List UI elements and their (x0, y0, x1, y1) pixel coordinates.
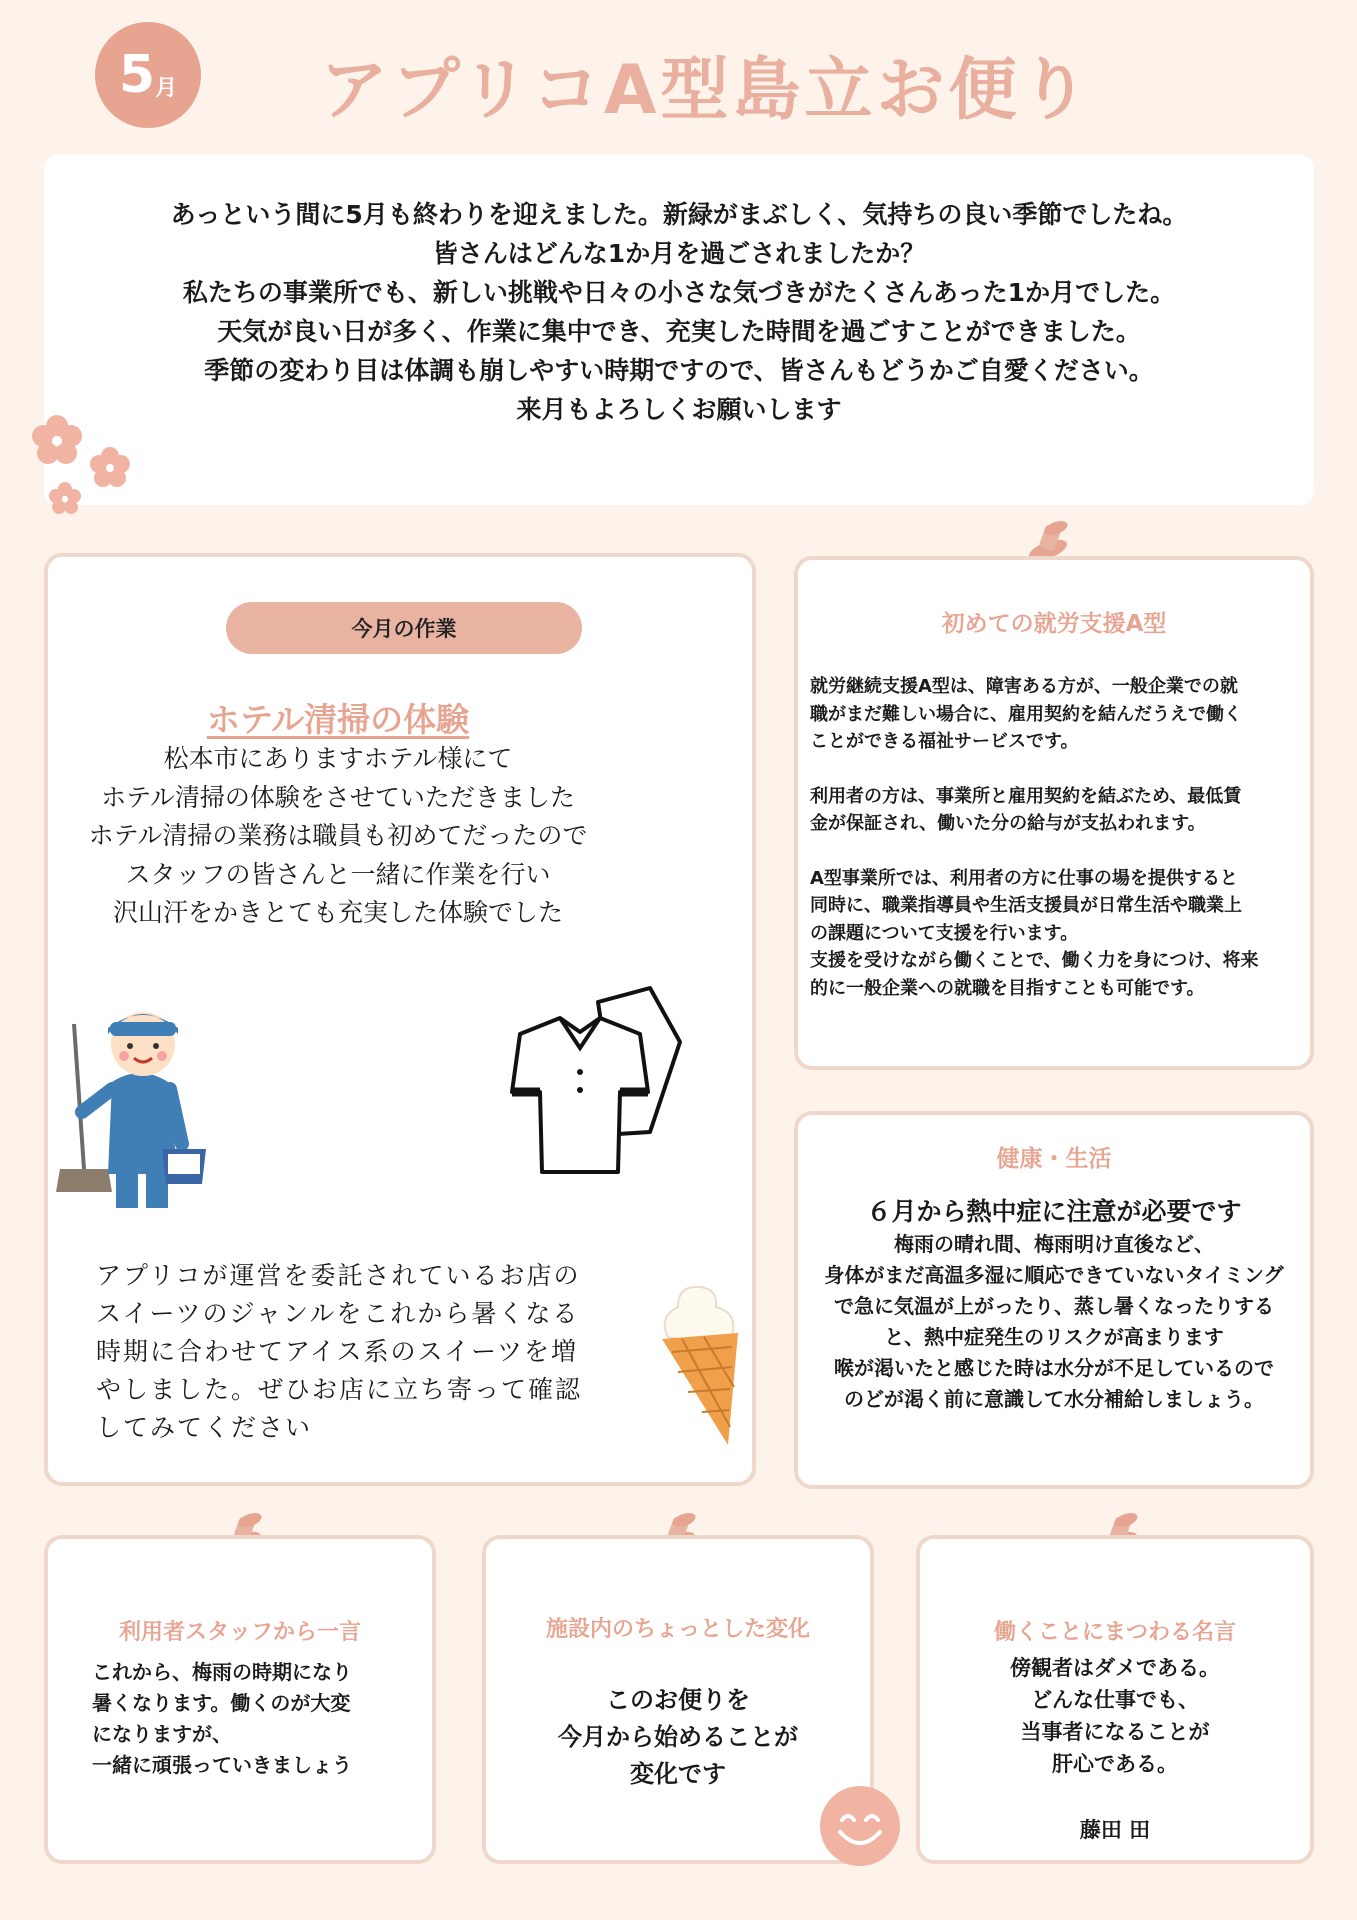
health-description (798, 1229, 1310, 1415)
shirt-illustration-icon (480, 982, 690, 1192)
intro-line: 私たちの事業所でも、新しい挑戦や日々の小さな気づきがたくさんあった1か月でした。 (182, 278, 1176, 307)
quote-line: 傍観者はダメである。 (1010, 1656, 1220, 1680)
intro-line: 季節の変わり目は体調も崩しやすい時期ですので、皆さんもどうかご自愛ください。 (204, 356, 1154, 385)
health-line: のどが渇く前に意識して水分補給しましょう。 (844, 1387, 1264, 1411)
type-a-line: 的に一般企業への就職を目指すことも可能です。 (810, 977, 1205, 999)
sweets-line: してみてください (96, 1413, 313, 1442)
work-title: ホテル清掃の体験 (206, 700, 470, 739)
change-line: このお便りを (606, 1686, 750, 1714)
month-unit: 月 (155, 75, 178, 101)
staff-line: これから、梅雨の時期になり (92, 1660, 352, 1684)
type-a-line: 職がまだ難しい場合に、雇用契約を結んだうえで働く (810, 703, 1242, 725)
intro-line: 天気が良い日が多く、作業に集中でき、充実した時間を過ごすことができました。 (217, 317, 1141, 346)
type-a-line: 金が保証され、働いた分の給与が支払われます。 (810, 813, 1206, 834)
newsletter-title: アプリコA型島立お便り (320, 51, 1093, 130)
facility-change-card (482, 1535, 874, 1864)
work-line: ホテル清掃の体験をさせていただきました (101, 782, 575, 812)
quote-author: 藤田 田 (1079, 1818, 1151, 1842)
type-a-info-card (794, 556, 1314, 1070)
work-description (48, 740, 628, 933)
monthly-work-card (44, 553, 756, 1486)
type-a-line: 利用者の方は、事業所と雇用契約を結ぶため、最低賃 (810, 785, 1242, 807)
type-a-line: ことができる福祉サービスです。 (810, 731, 1079, 752)
sweets-line: 時期に合わせてアイス系のスイーツを増 (96, 1337, 579, 1366)
staff-message (92, 1657, 352, 1781)
quote-heading: 働くことにまつわる名言 (993, 1620, 1236, 1645)
flower-icon (24, 408, 90, 474)
change-line: 変化です (630, 1760, 726, 1788)
type-a-heading: 初めての就労支援A型 (941, 611, 1167, 637)
type-a-line: の課題について支援を行います。 (810, 922, 1079, 944)
smiley-icon (818, 1784, 902, 1868)
sweets-line: アプリコが運営を委託されているお店の (96, 1261, 581, 1290)
quote-line: 肝心である。 (1052, 1752, 1178, 1776)
change-heading: 施設内のちょっとした変化 (545, 1617, 810, 1642)
health-heading: 健康・生活 (996, 1146, 1112, 1172)
work-line: 沢山汗をかきとても充実した体験でした (112, 898, 563, 927)
type-a-line: A型事業所では、利用者の方に仕事の場を提供すると (810, 867, 1238, 889)
quote-line: 当事者になることが (1020, 1720, 1210, 1744)
health-line: 身体がまだ高温多湿に順応できていないタイミング (824, 1263, 1284, 1287)
month-badge (95, 22, 201, 128)
intro-line: あっという間に5月も終わりを迎えました。新緑がまぶしく、気持ちの良い季節でしたね。 (170, 200, 1188, 229)
health-headline: ６月から熱中症に注意が必要です (866, 1197, 1242, 1226)
sweets-line: やしました。ぜひお店に立ち寄って確認 (96, 1375, 583, 1404)
monthly-work-label: 今月の作業 (226, 602, 582, 654)
flower-icon (44, 478, 86, 520)
flower-icon (84, 442, 136, 494)
type-a-line: 就労継続支援A型は、障害ある方が、一般企業での就 (810, 676, 1238, 697)
change-message (486, 1682, 870, 1793)
work-quote-card (916, 1535, 1314, 1864)
staff-heading: 利用者スタッフから一言 (118, 1620, 361, 1645)
type-a-line: 同時に、職業指導員や生活支援員が日常生活や職業上 (810, 895, 1242, 916)
cleaner-illustration-icon (50, 984, 230, 1214)
staff-line: 暑くなります。働くのが大変 (92, 1691, 351, 1715)
work-line: 松本市にありますホテル様にて (163, 744, 513, 773)
month-number: 5 (118, 45, 156, 105)
health-card (794, 1111, 1314, 1489)
staff-message-card (44, 1535, 436, 1864)
change-line: 今月から始めることが (558, 1723, 798, 1751)
staff-line: になりますが、 (92, 1722, 232, 1746)
ice-cream-icon (648, 1277, 748, 1447)
sweets-line: スイーツのジャンルをこれから暑くなる (96, 1299, 580, 1328)
health-line: 喉が渇いたと感じた時は水分が不足しているので (834, 1356, 1274, 1380)
sweets-description (96, 1257, 656, 1447)
quote-text (920, 1652, 1310, 1780)
type-a-description (810, 673, 1310, 1002)
intro-line: 皆さんはどんな1か月を過ごされましたか？ (432, 239, 926, 268)
intro-message (44, 155, 1314, 505)
health-line: で急に気温が上がったり、蒸し暑くなったりする (834, 1294, 1274, 1318)
type-a-line: 支援を受けながら働くことで、働く力を身につけ、将来 (810, 950, 1259, 971)
work-line: スタッフの皆さんと一緒に作業を行い (125, 859, 551, 889)
health-line: 梅雨の晴れ間、梅雨明け直後など、 (894, 1232, 1214, 1256)
staff-line: 一緒に頑張っていきましょう (92, 1753, 352, 1777)
quote-line: どんな仕事でも、 (1031, 1688, 1199, 1712)
intro-line: 来月もよろしくお願いします (516, 395, 842, 424)
health-line: と、熱中症発生のリスクが高まります (884, 1325, 1224, 1349)
work-line: ホテル清掃の業務は職員も初めてだったので (88, 821, 588, 850)
